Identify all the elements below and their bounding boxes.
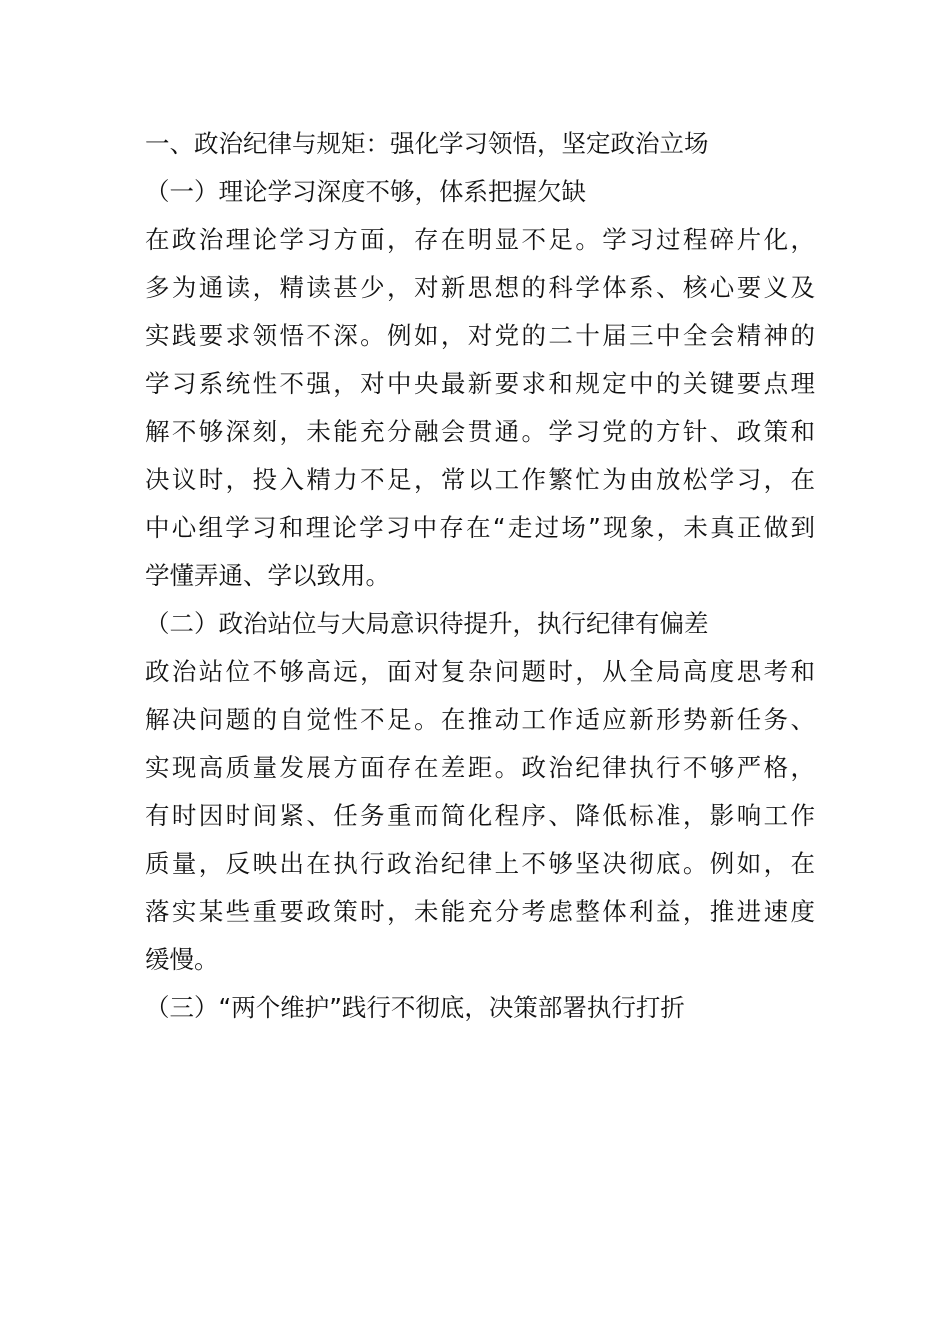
paragraph-line: 有时因时间紧、任务重而简化程序、降低标准，影响工作 — [145, 801, 815, 830]
paragraph-line: 学习系统性不强，对中央最新要求和规定中的关键要点理 — [145, 369, 815, 398]
paragraph-line: 多为通读，精读甚少，对新思想的科学体系、核心要义及 — [145, 273, 815, 302]
paragraph-line: 落实某些重要政策时，未能充分考虑整体利益，推进速度 — [145, 897, 815, 926]
subsection-2-heading: （二）政治站位与大局意识待提升，执行纪律有偏差 — [145, 609, 709, 638]
paragraph-line: 决议时，投入精力不足，常以工作繁忙为由放松学习，在 — [145, 465, 815, 494]
paragraph-line: 解不够深刻，未能充分融会贯通。学习党的方针、政策和 — [145, 417, 815, 446]
section-title: 一、政治纪律与规矩：强化学习领悟，坚定政治立场 — [145, 129, 709, 158]
paragraph-line: 实现高质量发展方面存在差距。政治纪律执行不够严格， — [145, 753, 815, 782]
subsection-3-heading: （三）“两个维护”践行不彻底，决策部署执行打折 — [145, 993, 685, 1022]
document-body — [145, 120, 815, 1032]
paragraph-line: 政治站位不够高远，面对复杂问题时，从全局高度思考和 — [145, 657, 815, 686]
paragraph-line: 在政治理论学习方面，存在明显不足。学习过程碎片化， — [145, 225, 815, 254]
paragraph-line: 解决问题的自觉性不足。在推动工作适应新形势新任务、 — [145, 705, 815, 734]
paragraph-line: 质量，反映出在执行政治纪律上不够坚决彻底。例如，在 — [145, 849, 815, 878]
paragraph-line: 缓慢。 — [145, 945, 219, 974]
subsection-1-heading: （一）理论学习深度不够，体系把握欠缺 — [145, 177, 586, 206]
paragraph-line: 中心组学习和理论学习中存在“走过场”现象，未真正做到 — [145, 513, 815, 542]
paragraph-line: 实践要求领悟不深。例如，对党的二十届三中全会精神的 — [145, 321, 815, 350]
subsection-2-paragraph — [145, 648, 815, 984]
paragraph-line: 学懂弄通、学以致用。 — [145, 561, 390, 590]
subsection-1-paragraph — [145, 216, 815, 600]
